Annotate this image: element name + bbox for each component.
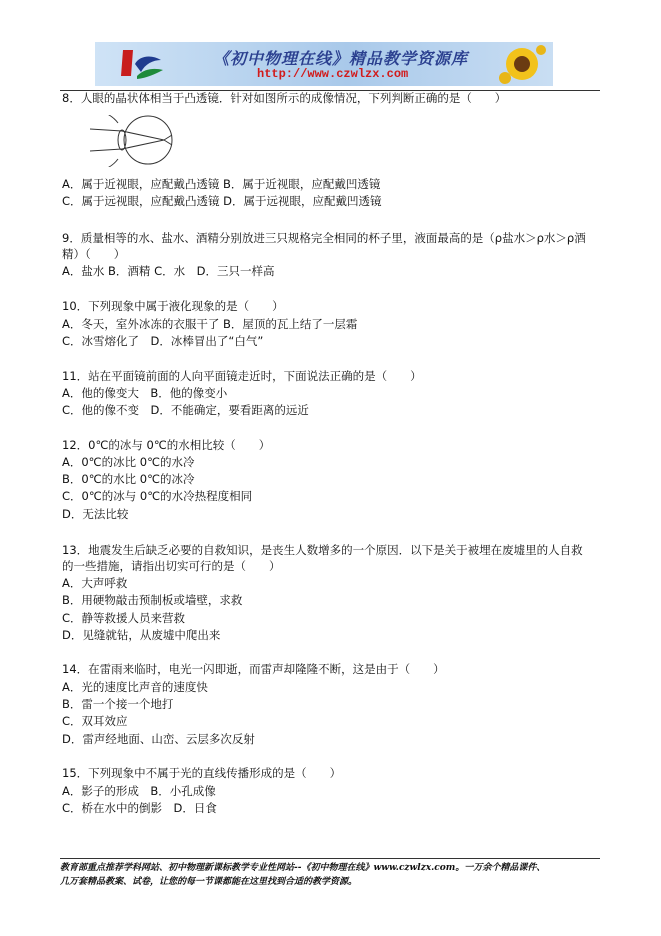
question-14-option: B．雷一个接一个地打 [62,697,174,711]
footer-line-2: 几万套精品教案、试卷，让您的每一节课都能在这里找到合适的教学资源。 [60,877,358,887]
question-9-option: A．盐水 B．酒精 C．水 D．三只一样高 [62,264,275,278]
question-9-stem: 9．质量相等的水、盐水、酒精分别放进三只规格完全相同的杯子里，液面最高的是（ρ盐水＞ρ水＞ρ酒 [62,231,586,245]
question-8-stem: 8．人眼的晶状体相当于凸透镜．针对如图所示的成像情况，下列判断正确的是（ ） [62,91,507,105]
question-10-option: A．冬天，室外冰冻的衣服干了 B．屋顶的瓦上结了一层霜 [62,317,358,331]
question-13-option: A．大声呼救 [62,576,128,590]
question-14-option: A．光的速度比声音的速度快 [62,680,208,694]
question-10-option: C．冰雪熔化了 D．冰棒冒出了“白气” [62,334,264,348]
question-13-option: D．见缝就钻，从废墟中爬出来 [62,628,221,642]
question-13-stem: 13．地震发生后缺乏必要的自救知识，是丧生人数增多的一个原因．以下是关于被埋在废墟里的人自救 [62,543,583,557]
banner-url[interactable]: http://www.czwlzx.com [257,67,409,81]
question-12-option: D．无法比较 [62,507,129,521]
question-9-stem: 精）（ ） [62,247,126,261]
question-15-option: C．桥在水中的倒影 D．日食 [62,801,217,815]
question-12-option: C．0℃的冰与 0℃的水冷热程度相同 [62,489,253,503]
sunflower-icon [497,44,547,84]
question-12-option: B．0℃的水比 0℃的冰冷 [62,472,195,486]
eye-lens-diagram [90,115,200,167]
question-11-option: C．他的像不变 D．不能确定，要看距离的远近 [62,403,309,417]
question-12-stem: 12．0℃的冰与 0℃的水相比较（ ） [62,438,271,452]
question-8-option: C．属于远视眼，应配戴凸透镜 D．属于远视眼，应配戴凹透镜 [62,194,382,208]
question-10-stem: 10．下列现象中属于液化现象的是（ ） [62,299,284,313]
question-12-option: A．0℃的冰比 0℃的水冷 [62,455,195,469]
banner-title: 《初中物理在线》精品教学资源库 [213,49,469,68]
question-13-stem: 的一些措施，请指出切实可行的是（ ） [62,559,281,573]
question-15-stem: 15．下列现象中不属于光的直线传播形成的是（ ） [62,766,342,780]
question-14-option: C．双耳效应 [62,714,128,728]
question-8-option: A．属于近视眼，应配戴凸透镜 B．属于近视眼，应配戴凹透镜 [62,177,381,191]
question-13-option: B．用硬物敲击预制板或墙壁，求救 [62,593,243,607]
site-logo-icon [117,46,167,82]
question-14-option: D．雷声经地面、山峦、云层多次反射 [62,732,255,746]
question-13-option: C．静等救援人员来营救 [62,611,186,625]
question-14-stem: 14．在雷雨来临时，电光一闪即逝，而雷声却隆隆不断，这是由于（ ） [62,662,445,676]
question-11-stem: 11．站在平面镜前面的人向平面镜走近时，下面说法正确的是（ ） [62,369,422,383]
question-15-option: A．影子的形成 B．小孔成像 [62,784,216,798]
header-banner [95,42,553,86]
footer-rule [60,858,600,859]
question-11-option: A．他的像变大 B．他的像变小 [62,386,228,400]
footer-line-1: 教育部重点推荐学科网站、初中物理新课标教学专业性网站--《初中物理在线》www.czwlzx.com。一万余个精品课件、 [60,863,546,873]
